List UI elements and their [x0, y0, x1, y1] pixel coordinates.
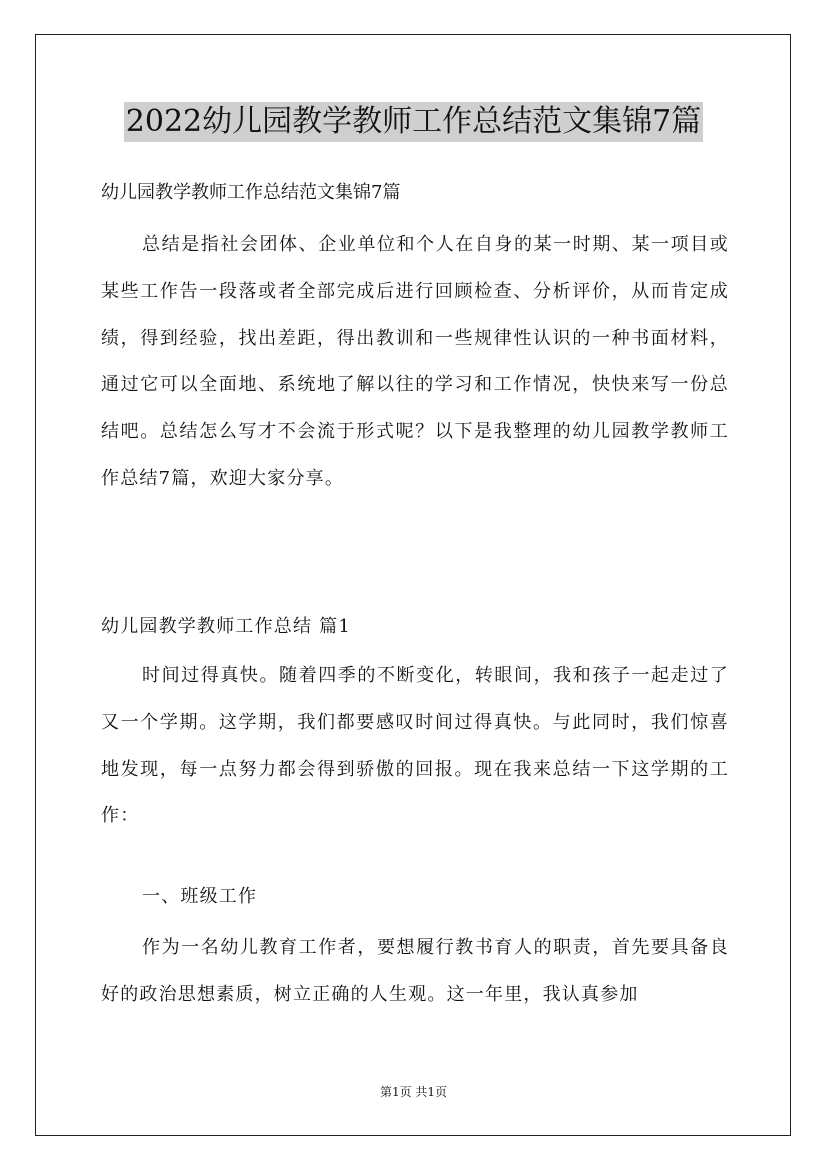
section-paragraph: 时间过得真快。随着四季的不断变化，转眼间，我和孩子一起走过了又一个学期。这学期，我们都要感叹时间过得真快。与此同时，我们惊喜地发现，每一点努力都会得到骄傲的回报。现在我来总结一下这学期的工作：	[101, 665, 729, 827]
subheading: 一、班级工作	[142, 886, 258, 907]
section-paragraph: 作为一名幼儿教育工作者，要想履行教书育人的职责，首先要具备良好的政治思想素质，树立正确的人生观。这一年里，我认真参加	[101, 937, 729, 1005]
intro-paragraph: 总结是指社会团体、企业单位和个人在自身的某一时期、某一项目或某些工作告一段落或者全部完成后进行回顾检查、分析评价，从而肯定成绩，得到经验，找出差距，得出教训和一些规律性认识的一种书面材料，通过它可以全面地、系统地了解以往的学习和工作情况，快快来写一份总结吧。总结怎么写才不会流于形式呢？以下是我整理的幼儿园教学教师工作总结7篇，欢迎大家分享。	[101, 234, 729, 489]
section-heading: 幼儿园教学教师工作总结 篇1	[101, 616, 351, 637]
document-subtitle: 幼儿园教学教师工作总结范文集锦7篇	[101, 182, 401, 203]
page-number-footer: 第1页 共1页	[379, 1085, 448, 1099]
document-title	[0, 100, 827, 142]
document-title-text: 2022幼儿园教学教师工作总结范文集锦7篇	[124, 102, 703, 142]
